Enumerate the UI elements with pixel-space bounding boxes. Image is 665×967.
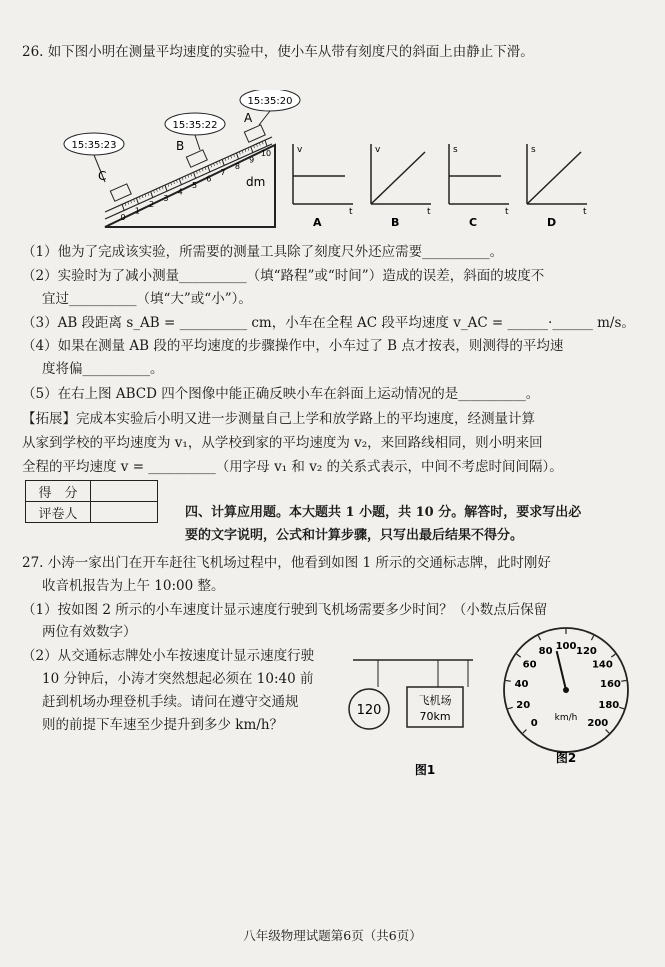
- ruler-tick: [179, 178, 181, 184]
- speedometer-figure: [500, 622, 635, 772]
- gauge-tick: [538, 636, 540, 640]
- graph-axis-label: v: [375, 145, 381, 155]
- gauge-label: 80: [538, 645, 553, 657]
- ruler-tick: [251, 146, 253, 152]
- q26-extension-1: 【拓展】完成本实验后小明又进一步测量自己上学和放学路上的平均速度，经测量计算: [22, 411, 535, 427]
- graph-axis-label: v: [297, 145, 303, 155]
- graph-letter: A: [313, 216, 322, 229]
- graph-letter: D: [547, 216, 557, 229]
- gauge-hub: [563, 687, 569, 693]
- graph-line: [527, 152, 581, 204]
- q26-extension-2: 从家到学校的平均速度为 v₁，从学校到家的平均速度为 v₂，来回路线相同，则小明来回: [22, 435, 543, 451]
- gauge-label: 160: [600, 678, 621, 690]
- ruler-tick-label: 10: [260, 149, 272, 158]
- gauge-needle: [557, 651, 566, 690]
- q26-part4a: （4）如果在测量 AB 段的平均速度的步骤操作中，小车过了 B 点才按表，则测得的平均速: [22, 338, 564, 354]
- section4-line1: 四、计算应用题。本大题共 1 小题，共 10 分。解答时，要求写出必: [185, 505, 582, 520]
- gauge-label: 60: [522, 659, 537, 671]
- graph-line: [371, 152, 425, 204]
- gauge-tick: [523, 730, 527, 734]
- cart-a: [244, 125, 265, 142]
- gauge-tick: [591, 636, 593, 640]
- ruler-tick-label: 1: [134, 206, 140, 216]
- gauge-tick: [508, 707, 513, 709]
- gauge-tick: [611, 654, 615, 657]
- gauge-label: 40: [514, 678, 529, 690]
- q26-part3: （3）AB 段距离 s_AB = __________ cm，小车在全程 AC 段平均速度 v_AC = ______·______ m/s。: [22, 315, 635, 331]
- score-label: 得 分: [26, 481, 91, 502]
- label-b: B: [176, 139, 185, 153]
- graph-axis-label: t: [349, 207, 353, 217]
- ruler-tick-label: 6: [206, 174, 212, 184]
- q26-part5: （5）在右上图 ABCD 四个图像中能正确反映小车在斜面上运动情况的是__________。: [22, 386, 540, 402]
- ruler-tick: [265, 140, 267, 146]
- ruler-tick-label: 7: [220, 168, 226, 178]
- cart-b: [186, 150, 207, 167]
- fig2-caption: 图2: [555, 751, 577, 765]
- q27-part1b: 两位有效数字）: [42, 624, 137, 640]
- gauge-tick: [517, 654, 521, 657]
- motion-graphs: [285, 132, 605, 232]
- time-b: 15:35:22: [172, 120, 218, 131]
- speed-limit-value: 120: [356, 703, 382, 718]
- time-c: 15:35:23: [71, 140, 117, 151]
- ruler-tick: [122, 204, 124, 210]
- ruler-tick-label: 5: [191, 181, 198, 190]
- gauge-label: 100: [555, 641, 577, 652]
- page-footer: 八年级物理试题第6页（共6页）: [243, 928, 422, 943]
- ruler-tick: [136, 198, 138, 204]
- graph-axis-label: t: [427, 207, 431, 217]
- gauge-label: 20: [516, 699, 531, 711]
- traffic-sign-figure: [343, 642, 488, 782]
- label-a: A: [244, 111, 253, 125]
- ruler-tick: [236, 153, 238, 159]
- q26-part4b: 度将偏__________。: [42, 361, 164, 377]
- q27-part2a: （2）从交通标志牌处小车按速度计显示速度行驶: [22, 648, 315, 664]
- grader-cell: [91, 502, 158, 523]
- grader-label: 评卷人: [26, 502, 91, 523]
- graph-axis-label: t: [583, 207, 587, 217]
- gauge-tick: [621, 680, 626, 681]
- q27-intro-2: 收音机报告为上午 10:00 整。: [42, 578, 225, 594]
- gauge-tick: [506, 680, 511, 681]
- q27-part2d: 则的前提下车速至少提升到多少 km/h？: [42, 717, 284, 733]
- time-a: 15:35:20: [247, 96, 293, 107]
- ruler-tick: [151, 191, 153, 197]
- ruler-tick-label: 3: [163, 193, 169, 203]
- ruler-tick-label: 8: [234, 161, 240, 171]
- graph-letter: C: [469, 216, 478, 229]
- q26-extension-3: 全程的平均速度 v = __________（用字母 v₁ 和 v₂ 的关系式表示，中间不考虑时间间隔）。: [22, 459, 563, 475]
- fig1-caption: 图1: [414, 763, 436, 777]
- q27-part2c: 赶到机场办理登机手续。请问在遵守交通规: [42, 694, 299, 710]
- label-c: C: [98, 169, 107, 183]
- gauge-label: 180: [598, 699, 620, 711]
- q27-part1a: （1）按如图 2 所示的小车速度计显示速度行驶到飞机场需要多少时间？（小数点后保留: [22, 602, 548, 618]
- graph-axis-label: s: [453, 145, 458, 155]
- gauge-tick: [619, 707, 624, 709]
- gauge-tick: [606, 730, 610, 734]
- q26-part2a: （2）实验时为了减小测量__________（填“路程”或“时间”）造成的误差，斜面的坡度不: [22, 268, 545, 284]
- ruler-tick: [194, 172, 196, 178]
- q26-part1: （1）他为了完成该实验，所需要的测量工具除了刻度尺外还应需要__________。: [22, 244, 504, 260]
- gauge-label: 200: [587, 717, 609, 729]
- ruler-tick: [208, 166, 210, 172]
- q26-part2b: 宜过__________（填“大”或“小”）。: [42, 291, 252, 307]
- q26-intro: 26. 如下图小明在测量平均速度的实验中，使小车从带有刻度尺的斜面上由静止下滑。: [22, 44, 534, 60]
- cart-c: [110, 184, 131, 201]
- q27-intro-1: 27. 小涛一家出门在开车赶往飞机场过程中，他看到如图 1 所示的交通标志牌，此时刚好: [22, 555, 551, 571]
- ruler-tick-label: 0: [120, 213, 126, 222]
- graph-axis-label: s: [531, 145, 536, 155]
- graph-axis-label: t: [505, 207, 509, 217]
- gauge-label: 0: [530, 717, 538, 729]
- gauge-unit: km/h: [554, 713, 578, 723]
- ruler-tick: [222, 159, 224, 165]
- score-cell: [91, 481, 158, 502]
- unit-dm: dm: [246, 175, 266, 189]
- gauge-label: 120: [575, 645, 597, 657]
- ruler-tick: [165, 185, 167, 191]
- ruler-tick-label: 9: [249, 155, 255, 165]
- sign-distance: 70km: [419, 710, 451, 723]
- ruler-tick-label: 2: [149, 200, 155, 210]
- ruler-tick-label: 4: [177, 187, 183, 197]
- q27-part2b: 10 分钟后，小涛才突然想起必须在 10:40 前: [42, 671, 314, 687]
- gauge-label: 140: [591, 659, 613, 671]
- section4-line2: 要的文字说明，公式和计算步骤，只写出最后结果不得分。: [185, 528, 524, 543]
- sign-destination: 飞机场: [418, 694, 452, 707]
- graph-letter: B: [391, 216, 400, 229]
- score-table: [25, 480, 158, 523]
